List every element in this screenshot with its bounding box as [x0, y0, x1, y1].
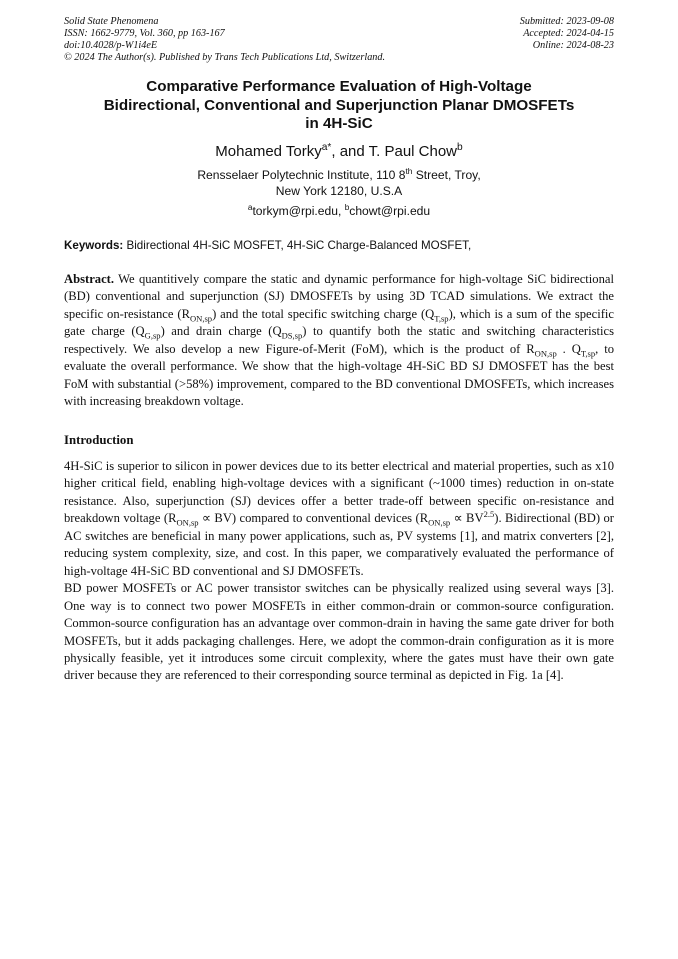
affiliation: [40, 167, 638, 199]
superscript: 2.5: [483, 509, 495, 520]
subscript: ON,sp: [189, 313, 213, 324]
paragraph-text: ∝ BV: [450, 511, 484, 526]
email-mark: b: [344, 202, 350, 212]
paragraph-text: ). Bidirectional (BD) or AC switches are beneficial in many power applications, such as, PV systems [1], and matrix converters [2], reducing system complexity, size, and cost. In this paper, we comparatively evaluated the performance of high-voltage 4H-SiC BD conventional and SJ DMOSFETs.: [64, 511, 614, 578]
keywords-label: Keywords:: [64, 239, 124, 252]
keywords-text: Bidirectional 4H-SiC MOSFET, 4H-SiC Charge-Balanced MOSFET,: [123, 239, 472, 252]
subscript: DS,sp: [281, 330, 303, 341]
section-heading-introduction: Introduction: [64, 433, 134, 447]
subscript: ON,sp: [428, 517, 451, 528]
author-name: , and T. Paul Chow: [331, 143, 458, 160]
paragraph-text: ∝ BV) compared to conventional devices (R: [198, 511, 429, 526]
abstract-text: ) and the total specific switching charge (Q: [212, 306, 435, 321]
page-header: [64, 16, 614, 64]
copyright-notice: © 2024 The Author(s). Published by Trans Tech Publications Ltd, Switzerland.: [64, 52, 386, 63]
abstract-label: Abstract.: [64, 272, 115, 286]
subscript: ON,sp: [176, 517, 199, 528]
email-link[interactable]: torkym@rpi.edu,: [252, 204, 345, 218]
abstract-text: ) to quantify both the static and switching characteristics respectively. We also develop a new Figure-of-Merit (FoM), which is the product of R: [64, 324, 614, 356]
abstract-text: , to evaluate the overall performance. We show that the high-voltage 4H-SiC BD SJ DMOSFET has the best FoM with substantial (>58%) improvement, compared to the BD conventional DMOSFETs, which increases with increasing breakdown voltage.: [64, 341, 614, 409]
introduction-body: [64, 458, 614, 685]
subscript: ON,sp: [534, 348, 557, 359]
abstract: [64, 271, 614, 411]
journal-issn: ISSN: 1662-9779, Vol. 360, pp 163-167: [64, 28, 225, 39]
author-affiliation-mark: a*: [321, 142, 332, 153]
accepted-date: Accepted: 2024-04-15: [523, 28, 614, 39]
paper-title: [40, 78, 638, 134]
online-date: Online: 2024-08-23: [532, 40, 614, 51]
author-emails: [40, 203, 638, 219]
subscript: G,sp: [144, 330, 161, 341]
publication-dates: [520, 16, 614, 52]
abstract-text: ) and drain charge (Q: [160, 324, 282, 339]
email-link[interactable]: chowt@rpi.edu: [349, 204, 431, 218]
paragraph: BD power MOSFETs or AC power transistor switches can be physically realized using several ways [3]. One way is to connect two power MOSFETs in either common-drain or common-source configuration. Common-source configuration has an advantage over common-drain in having the same gate driver for both MOSFETs, but it adds packaging challenges. Here, we adopt the common-drain configuration as it is more physically feasible, yet it introduces some circuit complexity, where the gates must have their own gate driver because they are referenced to their corresponding source terminal as depicted in Fig. 1a [4].: [64, 581, 614, 683]
journal-doi: doi:10.4028/p-W1i4eE: [64, 40, 158, 51]
author-name: Mohamed Torky: [215, 143, 322, 160]
abstract-text: . Q: [556, 341, 581, 356]
author-list: [40, 142, 638, 162]
subscript: T,sp: [434, 313, 449, 324]
title-line: in 4H-SiC: [305, 115, 373, 132]
paragraph-text: 4H-SiC is superior to silicon in power devices due to its better electrical and material properties, such as x10 higher critical field, enabling high-voltage devices with a significant (~1000 times) reduction in on-state resistance. Also, superjunction (SJ) devices offer a better trade-off between specific on-resistance and breakdown voltage (R: [64, 459, 614, 526]
affiliation-text: Street, Troy,: [412, 168, 481, 182]
keywords: [64, 238, 614, 254]
ordinal-superscript: th: [405, 166, 413, 176]
abstract-text: We quantitively compare the static and dynamic performance for high-voltage SiC bidirectional (BD) conventional and superjunction (SJ) DMOSFETs by using 3D TCAD simulations. We extract the specific on-resistance (R: [64, 272, 614, 321]
email-mark: a: [247, 202, 253, 212]
paragraph: [64, 458, 614, 580]
author-affiliation-mark: b: [457, 142, 463, 153]
submitted-date: Submitted: 2023-09-08: [519, 16, 614, 27]
journal-info: [64, 16, 385, 64]
journal-name: Solid State Phenomena: [64, 16, 159, 27]
title-line: Comparative Performance Evaluation of High-Voltage: [146, 78, 532, 95]
affiliation-line: New York 12180, U.S.A: [275, 184, 403, 198]
affiliation-line: [40, 167, 638, 183]
affiliation-text: Rensselaer Polytechnic Institute, 110 8: [197, 168, 406, 182]
subscript: T,sp: [580, 348, 596, 359]
title-line: Bidirectional, Conventional and Superjunction Planar DMOSFETs: [103, 96, 575, 114]
abstract-text: ), which is a sum of the specific gate charge (Q: [64, 306, 614, 339]
